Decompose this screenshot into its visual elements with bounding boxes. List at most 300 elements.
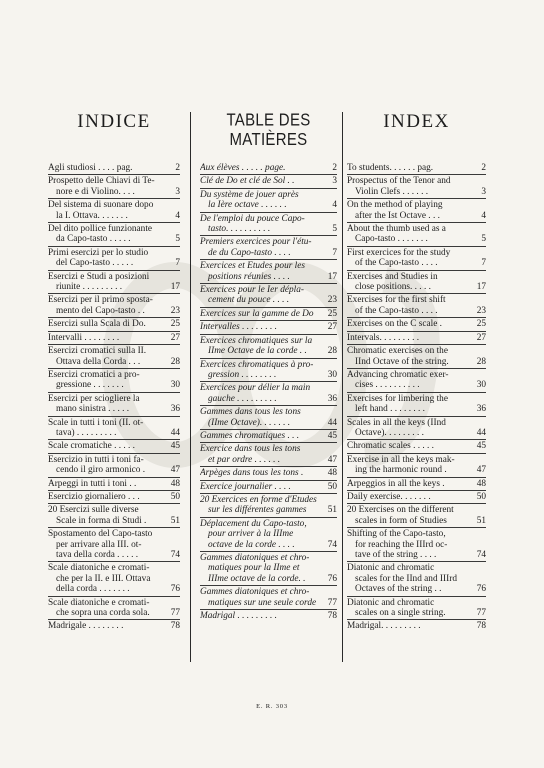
entry-separator bbox=[48, 392, 180, 393]
english-entries bbox=[347, 163, 486, 632]
toc-entry bbox=[200, 285, 337, 306]
toc-entry-text: Déplacement du Capo-tasto, bbox=[200, 518, 307, 529]
toc-page-number: 51 bbox=[327, 505, 337, 516]
toc-entry-text: Spostamento del Capo-tasto bbox=[48, 529, 153, 540]
toc-entry-text: mano sinistra . . . . . bbox=[56, 404, 130, 415]
toc-page-number: 4 bbox=[175, 210, 180, 221]
toc-entry bbox=[48, 272, 180, 293]
french-entries bbox=[200, 163, 337, 621]
toc-entry bbox=[347, 492, 486, 502]
toc-entry bbox=[347, 176, 486, 197]
toc-page-number: 77 bbox=[476, 608, 486, 619]
toc-page-number: 45 bbox=[170, 441, 180, 452]
toc-entry-text: Exercises and Studies in bbox=[347, 271, 438, 282]
italian-entries bbox=[48, 163, 180, 632]
toc-page-number: 30 bbox=[476, 380, 486, 391]
toc-entry-text: 20 Exercices en forme d'Etudes bbox=[200, 494, 317, 505]
toc-page-number: 78 bbox=[327, 611, 337, 622]
toc-entry bbox=[200, 611, 337, 621]
toc-entry bbox=[200, 163, 337, 173]
toc-entry bbox=[200, 261, 337, 282]
toc-page-number: 74 bbox=[170, 550, 180, 560]
heading-italian: INDICE bbox=[77, 111, 151, 132]
column-divider-left bbox=[190, 112, 191, 662]
toc-entry-text: Diatonic and chromatic bbox=[347, 597, 435, 608]
italian-column bbox=[48, 0, 180, 768]
toc-entry-text: che per la II. e III. Ottava bbox=[56, 573, 151, 584]
toc-page-number: 78 bbox=[170, 621, 180, 632]
toc-page-number: 47 bbox=[327, 454, 337, 465]
toc-entry-text: for reaching the IIIrd oc- bbox=[355, 539, 448, 550]
entry-separator bbox=[347, 477, 486, 478]
toc-entry bbox=[200, 407, 337, 428]
toc-entry bbox=[48, 200, 180, 221]
toc-entry bbox=[200, 336, 337, 357]
toc-entry-text: Exercices pour délier la main bbox=[200, 383, 311, 394]
entry-separator bbox=[200, 358, 337, 359]
toc-entry-text: Gammes dans tous les tons bbox=[200, 407, 301, 418]
toc-entry-text: scales on a single string. bbox=[355, 608, 446, 619]
toc-entry-text: Capo-tasto . . . . . . . bbox=[355, 234, 428, 245]
footer-plate-number: E. R. 303 bbox=[256, 703, 288, 710]
toc-entry bbox=[200, 214, 337, 235]
entry-separator bbox=[347, 368, 486, 369]
toc-entry bbox=[347, 319, 486, 329]
toc-entry-text: Esercizi cromatici sulla II. bbox=[48, 346, 147, 357]
toc-entry-text: che sopra una corda sola. bbox=[56, 608, 150, 619]
entry-separator bbox=[48, 270, 180, 271]
toc-page-number: 50 bbox=[476, 491, 486, 502]
entry-separator bbox=[347, 293, 486, 294]
toc-page-number: 48 bbox=[327, 468, 337, 479]
toc-page-number: 4 bbox=[481, 210, 486, 221]
toc-page-number: 47 bbox=[476, 465, 486, 476]
toc-entry-text: Del dito pollice funzionante bbox=[48, 224, 153, 235]
toc-entry-text: Exercises for limbering the bbox=[347, 393, 448, 404]
toc-entry-text: Exercise in all the keys mak- bbox=[347, 454, 455, 465]
toc-entry-text: of the Capo-tasto . . . . bbox=[355, 258, 438, 269]
entry-separator bbox=[347, 331, 486, 332]
toc-entry-text: Exercices et Etudes pour les bbox=[200, 261, 305, 272]
toc-entry bbox=[48, 163, 180, 173]
toc-entry-text: after the Ist Octave . . . bbox=[355, 210, 440, 221]
toc-entry bbox=[347, 479, 486, 489]
toc-entry-text: left hand . . . . . . . . bbox=[355, 404, 425, 415]
toc-entry-text: mento del Capo-tasto . . bbox=[56, 305, 145, 316]
toc-entry-text: Aux élèves . . . . . page. bbox=[200, 163, 286, 173]
entry-separator bbox=[200, 429, 337, 430]
entry-separator bbox=[200, 174, 337, 175]
toc-entry-text: First exercices for the study bbox=[347, 247, 451, 258]
entry-separator bbox=[200, 585, 337, 586]
entry-separator bbox=[200, 307, 337, 308]
toc-entry bbox=[347, 505, 486, 526]
toc-entry bbox=[200, 322, 337, 332]
toc-entry-text: Exercises for the first shift bbox=[347, 295, 446, 306]
toc-entry-text: gressione . . . . . . . bbox=[56, 380, 124, 391]
toc-entry-text: Esercizi per sciogliere la bbox=[48, 393, 140, 404]
toc-entry bbox=[347, 370, 486, 391]
entry-separator bbox=[347, 416, 486, 417]
toc-entry bbox=[200, 309, 337, 319]
toc-page-number: 25 bbox=[327, 308, 337, 319]
toc-page-number: 30 bbox=[327, 369, 337, 380]
toc-entry bbox=[347, 621, 486, 631]
toc-entry bbox=[48, 370, 180, 391]
entry-separator bbox=[347, 619, 486, 620]
toc-page-number: 44 bbox=[476, 427, 486, 438]
toc-page-number: 76 bbox=[170, 584, 180, 595]
entry-separator bbox=[347, 174, 486, 175]
toc-entry-text: tasto. . . . . . . . . . bbox=[208, 224, 271, 235]
entry-separator bbox=[347, 222, 486, 223]
toc-entry-text: Esercizi sulla Scala di Do. bbox=[48, 319, 146, 330]
toc-entry-text: Exercices sur la gamme de Do bbox=[200, 308, 314, 319]
toc-page-number: 7 bbox=[332, 247, 337, 258]
entry-separator bbox=[347, 392, 486, 393]
toc-page-number: 45 bbox=[327, 430, 337, 441]
toc-entry-text: 20 Esercizi sulle diverse bbox=[48, 505, 139, 516]
toc-entry-text: Esercizi per il primo sposta- bbox=[48, 295, 153, 306]
toc-entry-text: IInd Octave of the string. bbox=[355, 356, 449, 367]
toc-page-number: 51 bbox=[170, 515, 180, 526]
toc-entry-text: riunite . . . . . . . . . bbox=[56, 282, 123, 293]
toc-entry bbox=[200, 553, 337, 584]
toc-page-number: 76 bbox=[327, 573, 337, 584]
toc-entry-text: Del sistema di suonare dopo bbox=[48, 200, 154, 211]
toc-entry-text: Exercices chromatiques sur la bbox=[200, 335, 313, 346]
toc-page-number: 23 bbox=[476, 305, 486, 316]
toc-entry-text: 20 Exercises on the different bbox=[347, 505, 454, 516]
toc-page-number: 17 bbox=[476, 282, 486, 293]
toc-entry bbox=[347, 224, 486, 245]
toc-page-number: 7 bbox=[481, 258, 486, 269]
toc-entry-text: de du Capo-tasto . . . . bbox=[208, 247, 291, 258]
toc-entry-text: Exercices pour le Ier dépla- bbox=[200, 285, 304, 296]
french-column bbox=[200, 0, 337, 768]
toc-page-number: 44 bbox=[170, 427, 180, 438]
entry-separator bbox=[200, 381, 337, 382]
toc-page-number: 5 bbox=[332, 224, 337, 235]
entry-separator bbox=[347, 198, 486, 199]
entry-separator bbox=[48, 596, 180, 597]
toc-entry-text: Arpèges dans tous les tons . bbox=[200, 468, 304, 479]
entry-separator bbox=[347, 453, 486, 454]
entry-separator bbox=[347, 490, 486, 491]
toc-entry-text: Chromatic exercises on the bbox=[347, 346, 448, 357]
toc-page-number: 2 bbox=[481, 163, 486, 173]
toc-page-number: 28 bbox=[327, 346, 337, 357]
entry-separator bbox=[200, 480, 337, 481]
toc-entry bbox=[347, 394, 486, 415]
entry-separator bbox=[200, 188, 337, 189]
toc-entry-text: Daily exercise. . . . . . . bbox=[347, 491, 431, 502]
toc-entry bbox=[347, 272, 486, 293]
toc-entry bbox=[347, 200, 486, 221]
toc-entry-text: Advancing chromatic exer- bbox=[347, 369, 449, 380]
toc-entry-text: Exercice journalier . . . . bbox=[200, 481, 291, 492]
toc-entry bbox=[48, 598, 180, 619]
toc-page-number: 47 bbox=[170, 465, 180, 476]
entry-separator bbox=[200, 259, 337, 260]
toc-entry bbox=[347, 563, 486, 594]
toc-page-number: 51 bbox=[476, 515, 486, 526]
entry-separator bbox=[48, 246, 180, 247]
entry-separator bbox=[48, 527, 180, 528]
toc-page-number: 3 bbox=[332, 176, 337, 187]
entry-separator bbox=[200, 405, 337, 406]
entry-separator bbox=[48, 331, 180, 332]
toc-entry-text: Clé de Do et clé de Sol . . bbox=[200, 176, 295, 187]
toc-entry-text: et par ordre . . . . . . bbox=[208, 454, 281, 465]
toc-page-number: 76 bbox=[476, 584, 486, 595]
toc-entry-text: Prospectus of the Tenor and bbox=[347, 176, 451, 187]
entry-separator bbox=[200, 283, 337, 284]
toc-page-number: 2 bbox=[175, 163, 180, 173]
toc-entry-text: Scale in forma di Studi . bbox=[56, 515, 147, 526]
toc-entry bbox=[48, 492, 180, 502]
toc-entry-text: scales for the IInd and IIIrd bbox=[355, 573, 457, 584]
toc-page-number: 27 bbox=[476, 332, 486, 343]
entry-separator bbox=[200, 609, 337, 610]
entry-separator bbox=[48, 174, 180, 175]
toc-entry-text: la I. Ottava. . . . . . . bbox=[56, 210, 128, 221]
toc-entry-text: Madrigal . . . . . . . . . bbox=[200, 611, 277, 622]
toc-entry-text: Scale diatoniche e cromati- bbox=[48, 597, 150, 608]
toc-page-number: 36 bbox=[170, 404, 180, 415]
toc-entry-text: sur les différentes gammes bbox=[208, 505, 307, 516]
toc-entry-text: pour arriver à la IIIme bbox=[208, 529, 294, 540]
toc-entry-text: tava della corda . . . . . bbox=[56, 550, 139, 560]
toc-entry-text: Octave). . . . . . . . . bbox=[355, 427, 424, 438]
toc-entry-text: (IIme Octave). . . . . . . bbox=[208, 417, 291, 428]
toc-entry-text: Arpeggios in all the keys . bbox=[347, 478, 445, 489]
entry-separator bbox=[200, 212, 337, 213]
toc-entry-text: Esercizi e Studi a posizioni bbox=[48, 271, 150, 282]
toc-entry bbox=[200, 468, 337, 478]
toc-page-number: 77 bbox=[327, 597, 337, 608]
toc-entry bbox=[48, 224, 180, 245]
entry-separator bbox=[48, 344, 180, 345]
toc-entry-text: cises . . . . . . . . . . bbox=[355, 380, 420, 391]
toc-entry bbox=[48, 479, 180, 489]
entry-separator bbox=[200, 334, 337, 335]
entry-separator bbox=[200, 551, 337, 552]
toc-entry-text: Ottava della Corda . . . bbox=[56, 356, 141, 367]
toc-page-number: 7 bbox=[175, 258, 180, 269]
toc-entry bbox=[347, 346, 486, 367]
toc-entry-text: Madrigal. . . . . . . . . bbox=[347, 621, 421, 632]
toc-entry bbox=[200, 237, 337, 258]
toc-entry-text: Gammes diatoniques et chro- bbox=[200, 553, 310, 563]
entry-separator bbox=[48, 293, 180, 294]
toc-page-number: 30 bbox=[170, 380, 180, 391]
toc-entry-text: della corda . . . . . . . bbox=[56, 584, 130, 595]
toc-entry-text: Premiers exercices pour l'étu- bbox=[200, 237, 312, 248]
toc-entry-text: Esercizi cromatici a pro- bbox=[48, 369, 140, 380]
toc-page-number: 25 bbox=[476, 319, 486, 330]
toc-entry-text: Primi esercizi per lo studio bbox=[48, 247, 149, 258]
toc-entry-text: De l'emploi du pouce Capo- bbox=[200, 213, 305, 224]
toc-entry bbox=[48, 529, 180, 560]
toc-page-number: 4 bbox=[332, 200, 337, 211]
toc-page-number: 74 bbox=[327, 539, 337, 550]
toc-entry bbox=[48, 505, 180, 526]
toc-entry bbox=[200, 383, 337, 404]
toc-page-number: 5 bbox=[175, 234, 180, 245]
entry-separator bbox=[347, 439, 486, 440]
toc-entry bbox=[48, 418, 180, 439]
toc-entry bbox=[347, 163, 486, 173]
toc-entry-text: Gammes diatoniques et chro- bbox=[200, 587, 310, 598]
toc-entry-text: close positions. . . . . bbox=[355, 282, 431, 293]
toc-entry-text: matiques pour la IIme et bbox=[208, 563, 300, 574]
english-column bbox=[347, 0, 486, 768]
toc-entry bbox=[200, 431, 337, 441]
toc-entry-text: Exercises on the C scale . bbox=[347, 319, 443, 330]
toc-entry-text: scales in form of Studies bbox=[355, 515, 447, 526]
toc-entry-text: octave de la corde . . . . bbox=[208, 539, 295, 550]
toc-entry-text: Violin Clefs . . . . . . bbox=[355, 186, 429, 197]
toc-entry-text: gauche . . . . . . . . . bbox=[208, 393, 277, 404]
toc-page-number: 36 bbox=[327, 393, 337, 404]
toc-entry-text: Scales in all the keys (IInd bbox=[347, 417, 446, 428]
toc-page-number: 74 bbox=[476, 550, 486, 560]
toc-entry bbox=[347, 529, 486, 560]
toc-entry bbox=[200, 360, 337, 381]
toc-entry bbox=[200, 482, 337, 492]
entry-separator bbox=[48, 619, 180, 620]
toc-entry-text: Agli studiosi . . . . pag. bbox=[48, 163, 133, 173]
toc-entry-text: Intervalles . . . . . . . . bbox=[200, 322, 277, 333]
toc-entry bbox=[48, 295, 180, 316]
toc-page-number: 77 bbox=[170, 608, 180, 619]
toc-page-number: 36 bbox=[476, 404, 486, 415]
toc-entry-text: Gammes chromatiques . . . bbox=[200, 430, 300, 441]
toc-entry bbox=[48, 346, 180, 367]
toc-page-number: 50 bbox=[327, 481, 337, 492]
toc-entry-text: On the method of playing bbox=[347, 200, 443, 211]
toc-page-number: 28 bbox=[170, 356, 180, 367]
toc-entry-text: Scale in tutti i toni (II. ot- bbox=[48, 417, 144, 428]
toc-entry bbox=[200, 444, 337, 465]
entry-separator bbox=[48, 198, 180, 199]
entry-separator bbox=[48, 453, 180, 454]
entry-separator bbox=[347, 317, 486, 318]
toc-entry-text: Arpeggi in tutti i toni . . bbox=[48, 478, 137, 489]
heading-french: TABLE DES MATIÈRES bbox=[226, 110, 311, 150]
heading-english: INDEX bbox=[383, 111, 450, 132]
toc-entry bbox=[48, 319, 180, 329]
toc-entry bbox=[48, 333, 180, 343]
toc-entry bbox=[200, 495, 337, 516]
entry-separator bbox=[200, 466, 337, 467]
toc-entry bbox=[48, 176, 180, 197]
toc-page-number: 17 bbox=[170, 282, 180, 293]
toc-page-number: 3 bbox=[481, 186, 486, 197]
toc-entry bbox=[48, 455, 180, 476]
toc-page-number: 25 bbox=[170, 319, 180, 330]
toc-entry-text: cement du pouce . . . . bbox=[208, 295, 290, 306]
toc-entry bbox=[200, 587, 337, 608]
toc-entry-text: About the thumb used as a bbox=[347, 224, 446, 235]
toc-entry-text: Exercices chromatiques à pro- bbox=[200, 359, 314, 370]
toc-entry-text: Esercizio giornaliero . . . bbox=[48, 491, 140, 502]
entry-separator bbox=[48, 503, 180, 504]
toc-entry-text: Du système de jouer après bbox=[200, 189, 299, 200]
toc-page-number: 23 bbox=[170, 305, 180, 316]
toc-entry-text: Prospetto delle Chiavi di Te- bbox=[48, 176, 155, 187]
toc-entry bbox=[347, 455, 486, 476]
entry-separator bbox=[48, 561, 180, 562]
entry-separator bbox=[48, 368, 180, 369]
entry-separator bbox=[347, 527, 486, 528]
toc-page-number: 78 bbox=[476, 621, 486, 632]
toc-entry-text: gression . . . . . . . . bbox=[208, 369, 277, 380]
toc-entry-text: tave of the string . . . . bbox=[355, 550, 437, 560]
toc-entry-text: del Capo-tasto . . . . . bbox=[56, 258, 134, 269]
toc-entry bbox=[347, 418, 486, 439]
toc-entry-text: Madrigale . . . . . . . . bbox=[48, 621, 124, 632]
entry-separator bbox=[200, 442, 337, 443]
toc-entry-text: Chromatic scales . . . . . bbox=[347, 441, 435, 452]
toc-entry-text: Exercice dans tous les tons bbox=[200, 444, 301, 455]
toc-entry-text: Diatonic and chromatic bbox=[347, 563, 435, 574]
entry-separator bbox=[347, 596, 486, 597]
toc-entry bbox=[347, 333, 486, 343]
toc-entry-text: per arrivare alla III. ot- bbox=[56, 539, 142, 550]
toc-entry bbox=[200, 176, 337, 186]
entry-separator bbox=[347, 246, 486, 247]
toc-entry bbox=[48, 563, 180, 594]
toc-entry-text: Intervalli . . . . . . . . bbox=[48, 332, 120, 343]
toc-page-number: 27 bbox=[170, 332, 180, 343]
toc-page-number: 48 bbox=[476, 478, 486, 489]
toc-entry-text: To students. . . . . . pag. bbox=[347, 163, 434, 173]
entry-separator bbox=[48, 439, 180, 440]
toc-entry-text: Scale diatoniche e cromati- bbox=[48, 563, 150, 574]
toc-entry-text: Octaves of the string . . bbox=[355, 584, 442, 595]
toc-entry-text: nore e di Violino. . . . bbox=[56, 186, 135, 197]
toc-entry-text: cendo il giro armonico . bbox=[56, 465, 146, 476]
toc-page-number: 23 bbox=[327, 295, 337, 306]
toc-entry-text: Intervals. . . . . . . . . bbox=[347, 332, 420, 343]
entry-separator bbox=[48, 490, 180, 491]
toc-entry-text: Shifting of the Capo-tasto, bbox=[347, 529, 446, 540]
toc-entry-text: la Ière octave . . . . . . bbox=[208, 200, 287, 211]
toc-entry-text: Scale cromatiche . . . . . bbox=[48, 441, 135, 452]
entry-separator bbox=[200, 235, 337, 236]
entry-separator bbox=[347, 503, 486, 504]
entry-separator bbox=[200, 320, 337, 321]
toc-page-number: 50 bbox=[170, 491, 180, 502]
toc-page-number: 2 bbox=[332, 163, 337, 173]
toc-page-number: 45 bbox=[476, 441, 486, 452]
toc-page-number: 5 bbox=[481, 234, 486, 245]
toc-page-number: 27 bbox=[327, 322, 337, 333]
toc-entry bbox=[347, 598, 486, 619]
entry-separator bbox=[347, 270, 486, 271]
toc-entry-text: Esercizio in tutti i toni fa- bbox=[48, 454, 144, 465]
entry-separator bbox=[347, 344, 486, 345]
entry-separator bbox=[200, 493, 337, 494]
column-divider-right bbox=[342, 112, 343, 662]
toc-page-number: 48 bbox=[170, 478, 180, 489]
toc-page-number: 28 bbox=[476, 356, 486, 367]
entry-separator bbox=[48, 477, 180, 478]
toc-entry bbox=[200, 519, 337, 550]
toc-entry-text: IIIme octave de la corde. . bbox=[208, 573, 306, 584]
